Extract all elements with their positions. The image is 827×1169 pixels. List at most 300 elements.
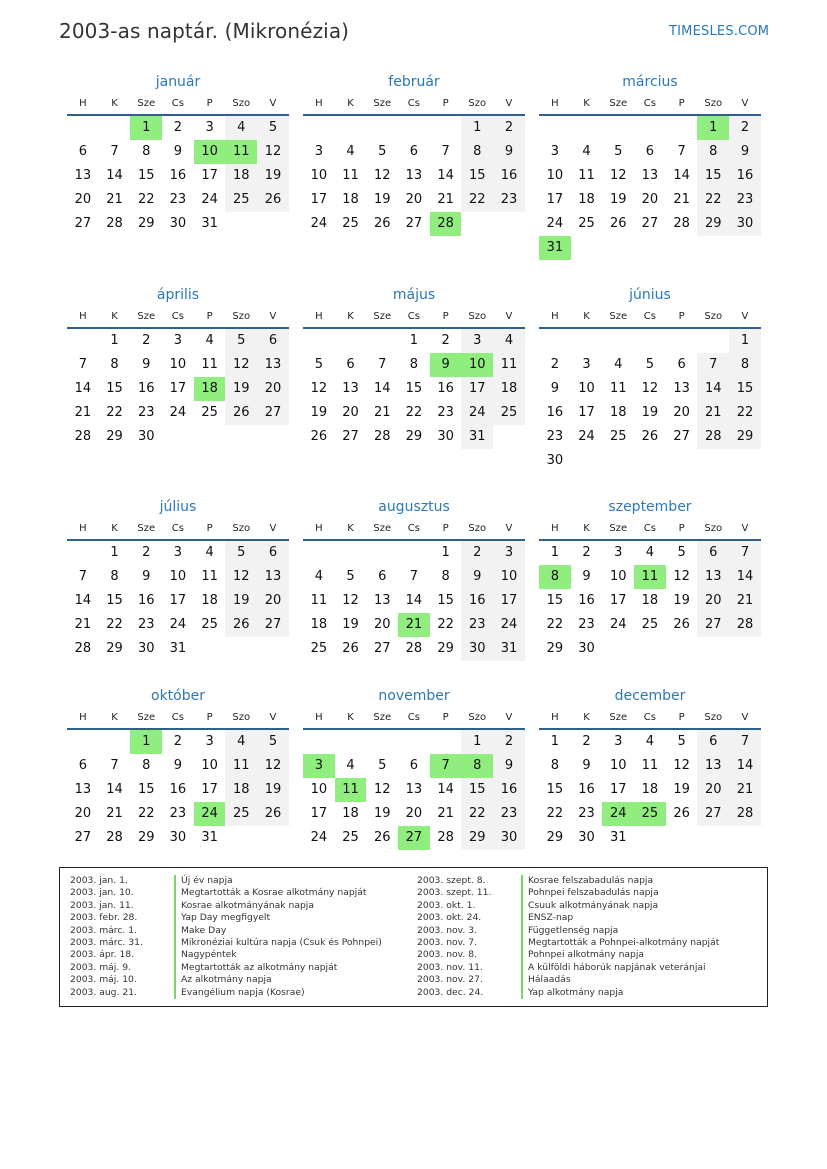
day-cell: 14 (74, 593, 92, 608)
day-cell: 2 (582, 734, 591, 749)
day-cell: 27 (641, 216, 659, 231)
holiday-entry (417, 900, 762, 912)
day-cell: 20 (257, 377, 289, 401)
day-cell: 13 (74, 168, 92, 183)
day-cell: 23 (546, 429, 564, 444)
day-cell: 29 (546, 830, 564, 845)
weekday-label: Cs (643, 712, 656, 723)
day-cell: 10 (169, 357, 187, 372)
empty-cell (67, 329, 99, 353)
day-cell: 5 (257, 730, 289, 754)
day-cell: 9 (582, 569, 591, 584)
holiday-entry (70, 912, 410, 924)
day-cell: 29 (405, 429, 423, 444)
day-cell: 1 (461, 116, 493, 140)
day-cell: 26 (641, 429, 659, 444)
brand-link[interactable]: TIMESLES.COM (669, 24, 770, 39)
month-4 (67, 284, 289, 449)
day-cell: 11 (641, 758, 659, 773)
day-cell: 3 (205, 120, 214, 135)
empty-cell (697, 329, 729, 353)
weekday-label: Sze (137, 311, 156, 322)
empty-cell (99, 730, 131, 754)
weekday-label: Cs (171, 98, 184, 109)
day-cell: 10 (310, 168, 328, 183)
holiday-day-cell: 27 (398, 826, 430, 850)
day-cell: 9 (582, 758, 591, 773)
weekday-header (67, 307, 289, 329)
holiday-day-cell: 11 (225, 140, 257, 164)
day-cell: 23 (493, 802, 525, 826)
weekday-label: Sze (609, 311, 628, 322)
empty-cell (303, 329, 335, 353)
holiday-day-cell: 8 (461, 754, 493, 778)
day-cell: 12 (641, 381, 659, 396)
day-cell: 20 (697, 589, 729, 613)
day-cell: 3 (614, 734, 623, 749)
month-name: december (614, 688, 686, 704)
day-cell: 20 (74, 806, 92, 821)
day-cell: 12 (342, 593, 359, 608)
day-cell: 25 (201, 405, 218, 420)
day-cell: 15 (461, 778, 493, 802)
day-cell: 14 (405, 593, 423, 608)
day-cell: 15 (697, 164, 729, 188)
day-cell: 25 (641, 617, 659, 632)
day-cell: 9 (142, 569, 151, 584)
day-cell: 5 (645, 357, 655, 372)
weekday-label: H (551, 311, 559, 322)
weekday-label: K (111, 311, 118, 322)
day-cell: 10 (310, 782, 328, 797)
weekday-label: K (583, 523, 590, 534)
month-name: augusztus (378, 499, 450, 515)
day-cell: 8 (729, 353, 761, 377)
day-cell: 1 (550, 545, 559, 560)
empty-cell (303, 116, 335, 140)
day-cell: 20 (373, 617, 391, 632)
day-cell: 16 (169, 782, 187, 797)
day-cell: 31 (201, 830, 218, 845)
day-cell: 2 (582, 545, 591, 560)
holiday-name: Make Day (174, 925, 226, 937)
day-cell: 28 (729, 613, 761, 637)
day-cell: 27 (257, 401, 289, 425)
empty-cell (571, 329, 603, 353)
weekday-label: K (347, 98, 354, 109)
day-grid (303, 116, 525, 236)
day-cell: 4 (205, 545, 214, 560)
day-cell: 12 (310, 381, 328, 396)
holiday-name: Csuuk alkotmányának napja (521, 900, 658, 912)
holiday-date: 2003. márc. 1. (70, 924, 138, 936)
day-cell: 27 (697, 802, 729, 826)
month-11 (303, 685, 525, 850)
holiday-date: 2003. máj. 9. (70, 961, 131, 973)
day-cell: 3 (461, 329, 493, 353)
holiday-name: Pohnpei alkotmány napja (521, 949, 644, 961)
weekday-header (67, 94, 289, 116)
weekday-label: Cs (171, 712, 184, 723)
day-cell: 5 (614, 144, 623, 159)
day-cell: 21 (106, 192, 123, 207)
day-cell: 3 (205, 734, 214, 749)
day-cell: 21 (697, 401, 729, 425)
day-cell: 17 (493, 589, 525, 613)
holiday-date: 2003. szept. 8. (417, 875, 486, 886)
day-cell: 15 (461, 164, 493, 188)
holiday-entry (417, 912, 762, 924)
day-cell: 29 (729, 425, 761, 449)
day-cell: 27 (373, 641, 391, 656)
day-cell: 14 (74, 381, 92, 396)
day-cell: 26 (225, 613, 257, 637)
empty-cell (335, 541, 367, 565)
weekday-label: P (442, 311, 449, 322)
holiday-list-column-1 (70, 875, 410, 999)
day-cell: 29 (106, 429, 123, 444)
day-cell: 17 (201, 168, 218, 183)
holiday-day-cell: 8 (539, 565, 571, 589)
month-name: október (151, 688, 205, 704)
day-cell: 12 (673, 569, 690, 584)
empty-cell (67, 541, 99, 565)
day-cell: 1 (461, 730, 493, 754)
weekday-label: H (551, 98, 559, 109)
day-cell: 6 (346, 357, 355, 372)
day-cell: 22 (106, 617, 123, 632)
weekday-label: K (111, 523, 118, 534)
day-grid (67, 541, 289, 661)
weekday-label: H (79, 98, 87, 109)
holiday-day-cell: 31 (539, 236, 571, 260)
day-cell: 5 (378, 144, 387, 159)
weekday-label: V (269, 523, 277, 534)
day-cell: 1 (550, 734, 559, 749)
day-cell: 4 (225, 730, 257, 754)
day-cell: 9 (173, 144, 183, 159)
day-cell: 12 (257, 140, 289, 164)
day-cell: 21 (106, 806, 123, 821)
day-cell: 15 (546, 782, 564, 797)
day-cell: 31 (201, 216, 218, 231)
empty-cell (67, 730, 99, 754)
weekday-label: Szo (232, 712, 251, 723)
day-cell: 29 (437, 641, 454, 656)
day-cell: 3 (173, 333, 183, 348)
holiday-day-cell: 18 (194, 377, 226, 401)
day-cell: 14 (106, 782, 123, 797)
day-grid (539, 116, 761, 260)
empty-cell (366, 116, 398, 140)
holiday-date: 2003. jan. 1. (70, 875, 128, 886)
day-cell: 8 (461, 140, 493, 164)
day-cell: 29 (106, 641, 123, 656)
weekday-label: V (741, 98, 749, 109)
day-cell: 22 (405, 405, 423, 420)
day-cell: 5 (225, 541, 257, 565)
day-cell: 5 (378, 758, 387, 773)
day-cell: 6 (677, 357, 686, 372)
weekday-label: H (551, 523, 559, 534)
weekday-label: K (347, 311, 354, 322)
day-cell: 4 (614, 357, 623, 372)
holiday-name: Pohnpei felszabadulás napja (521, 887, 659, 899)
weekday-label: H (79, 523, 87, 534)
weekday-label: V (505, 98, 513, 109)
day-cell: 2 (142, 545, 151, 560)
day-cell: 10 (546, 168, 564, 183)
day-cell: 29 (461, 826, 493, 850)
weekday-label: Cs (171, 311, 184, 322)
holiday-entry (417, 974, 762, 986)
holiday-day-cell: 25 (634, 802, 666, 826)
day-cell: 15 (405, 381, 423, 396)
holiday-day-cell: 9 (430, 353, 462, 377)
day-cell: 14 (373, 381, 391, 396)
month-name: november (378, 688, 450, 704)
day-cell: 20 (697, 778, 729, 802)
day-cell: 12 (225, 353, 257, 377)
weekday-label: H (315, 98, 323, 109)
day-cell: 2 (441, 333, 450, 348)
month-7 (67, 496, 289, 661)
month-name: július (159, 499, 197, 515)
day-cell: 10 (609, 758, 627, 773)
day-cell: 31 (609, 830, 627, 845)
day-cell: 5 (257, 116, 289, 140)
holiday-date: 2003. dec. 24. (417, 986, 484, 998)
holiday-entry (417, 987, 762, 999)
day-cell: 26 (373, 216, 391, 231)
day-cell: 16 (493, 164, 525, 188)
day-cell: 5 (677, 734, 686, 749)
day-cell: 1 (441, 545, 450, 560)
day-cell: 7 (697, 353, 729, 377)
day-cell: 16 (578, 782, 595, 797)
weekday-label: H (315, 523, 323, 534)
day-cell: 28 (106, 216, 123, 231)
day-grid (539, 541, 761, 661)
day-cell: 15 (137, 782, 155, 797)
holiday-name: Hálaadás (521, 974, 571, 986)
day-cell: 22 (137, 806, 155, 821)
day-cell: 8 (550, 758, 559, 773)
day-cell: 13 (257, 565, 289, 589)
empty-cell (666, 329, 698, 353)
day-cell: 11 (201, 357, 218, 372)
empty-cell (335, 730, 367, 754)
day-cell: 7 (110, 144, 119, 159)
weekday-header (303, 708, 525, 730)
empty-cell (634, 329, 666, 353)
weekday-label: P (442, 712, 449, 723)
day-cell: 15 (729, 377, 761, 401)
weekday-label: Sze (373, 311, 392, 322)
holiday-name: Kosrae felszabadulás napja (521, 875, 653, 887)
holiday-date: 2003. nov. 3. (417, 924, 477, 936)
day-cell: 23 (493, 188, 525, 212)
day-cell: 19 (641, 405, 659, 420)
day-cell: 2 (493, 730, 525, 754)
weekday-label: Szo (704, 523, 723, 534)
day-cell: 12 (373, 782, 391, 797)
weekday-label: Cs (407, 98, 420, 109)
weekday-label: V (269, 712, 277, 723)
weekday-label: Cs (407, 311, 420, 322)
weekday-label: Szo (704, 311, 723, 322)
weekday-label: P (678, 523, 685, 534)
day-cell: 17 (310, 806, 328, 821)
weekday-label: Sze (373, 712, 392, 723)
month-2 (303, 71, 525, 236)
day-cell: 22 (729, 401, 761, 425)
holiday-entry (70, 887, 410, 899)
day-cell: 22 (697, 188, 729, 212)
day-cell: 24 (461, 401, 493, 425)
day-cell: 21 (74, 405, 92, 420)
weekday-label: V (741, 712, 749, 723)
day-cell: 17 (609, 782, 627, 797)
day-cell: 27 (673, 429, 690, 444)
day-cell: 30 (578, 641, 595, 656)
holiday-day-cell: 24 (602, 802, 634, 826)
day-cell: 12 (257, 754, 289, 778)
weekday-label: V (269, 98, 277, 109)
day-cell: 8 (441, 569, 450, 584)
day-cell: 3 (614, 545, 623, 560)
day-cell: 19 (310, 405, 328, 420)
weekday-label: Sze (609, 523, 628, 534)
day-cell: 24 (201, 192, 218, 207)
day-cell: 21 (673, 192, 690, 207)
weekday-header (303, 307, 525, 329)
day-cell: 25 (310, 641, 328, 656)
day-cell: 9 (142, 357, 151, 372)
day-cell: 28 (106, 830, 123, 845)
day-cell: 8 (110, 569, 119, 584)
day-cell: 16 (546, 405, 564, 420)
month-name: június (629, 287, 671, 303)
day-cell: 14 (697, 377, 729, 401)
day-cell: 22 (546, 617, 564, 632)
day-cell: 16 (729, 164, 761, 188)
day-cell: 19 (373, 806, 391, 821)
day-cell: 21 (373, 405, 391, 420)
day-cell: 1 (110, 333, 119, 348)
day-cell: 4 (645, 545, 655, 560)
day-cell: 19 (673, 593, 690, 608)
weekday-label: K (111, 98, 118, 109)
day-cell: 20 (342, 405, 359, 420)
day-cell: 2 (493, 116, 525, 140)
day-grid (67, 329, 289, 449)
day-cell: 3 (493, 541, 525, 565)
weekday-label: Cs (643, 523, 656, 534)
holiday-entry (417, 887, 762, 899)
weekday-label: H (79, 712, 87, 723)
holiday-day-cell: 7 (430, 754, 462, 778)
day-cell: 13 (257, 353, 289, 377)
day-cell: 11 (342, 168, 359, 183)
holiday-name: Yap Day megfigyelt (174, 912, 270, 924)
day-cell: 7 (78, 357, 87, 372)
day-cell: 26 (609, 216, 627, 231)
day-cell: 26 (225, 401, 257, 425)
holiday-day-cell: 3 (303, 754, 335, 778)
day-cell: 26 (257, 188, 289, 212)
holiday-entry (417, 925, 762, 937)
weekday-label: K (583, 712, 590, 723)
weekday-label: Sze (373, 98, 392, 109)
day-cell: 18 (609, 405, 627, 420)
month-3 (539, 71, 761, 260)
day-cell: 29 (697, 212, 729, 236)
day-cell: 27 (405, 216, 423, 231)
day-cell: 15 (106, 381, 123, 396)
day-cell: 30 (137, 641, 155, 656)
day-grid (539, 329, 761, 473)
weekday-header (539, 94, 761, 116)
day-cell: 10 (169, 569, 187, 584)
day-cell: 11 (578, 168, 595, 183)
holiday-date: 2003. okt. 24. (417, 912, 482, 924)
day-cell: 25 (225, 802, 257, 826)
empty-cell (366, 730, 398, 754)
holiday-entry (417, 875, 762, 887)
holiday-entry (417, 937, 762, 949)
holiday-name: Megtartották a Pohnpei-alkotmány napját (521, 937, 719, 949)
weekday-label: P (442, 523, 449, 534)
day-cell: 12 (673, 758, 690, 773)
holiday-entry (417, 949, 762, 961)
month-5 (303, 284, 525, 449)
day-cell: 26 (342, 641, 359, 656)
weekday-label: H (551, 712, 559, 723)
day-cell: 14 (673, 168, 690, 183)
weekday-label: Szo (468, 523, 487, 534)
day-cell: 13 (405, 168, 423, 183)
day-cell: 13 (342, 381, 359, 396)
day-cell: 22 (106, 405, 123, 420)
day-cell: 22 (461, 802, 493, 826)
weekday-label: H (315, 311, 323, 322)
day-cell: 8 (142, 758, 151, 773)
day-cell: 7 (409, 569, 419, 584)
day-cell: 20 (74, 192, 92, 207)
weekday-header (303, 519, 525, 541)
day-cell: 13 (697, 754, 729, 778)
day-cell: 3 (314, 144, 323, 159)
day-cell: 5 (346, 569, 355, 584)
empty-cell (67, 116, 99, 140)
day-cell: 24 (493, 613, 525, 637)
weekday-label: Cs (407, 523, 420, 534)
day-cell: 10 (201, 758, 218, 773)
day-cell: 6 (697, 730, 729, 754)
empty-cell (666, 116, 698, 140)
weekday-label: V (505, 712, 513, 723)
day-cell: 6 (257, 541, 289, 565)
day-cell: 31 (493, 637, 525, 661)
day-grid (303, 730, 525, 850)
day-cell: 6 (78, 144, 87, 159)
day-cell: 17 (546, 192, 564, 207)
empty-cell (602, 116, 634, 140)
holiday-date: 2003. márc. 31. (70, 936, 143, 948)
day-cell: 3 (173, 545, 183, 560)
day-cell: 19 (342, 617, 359, 632)
